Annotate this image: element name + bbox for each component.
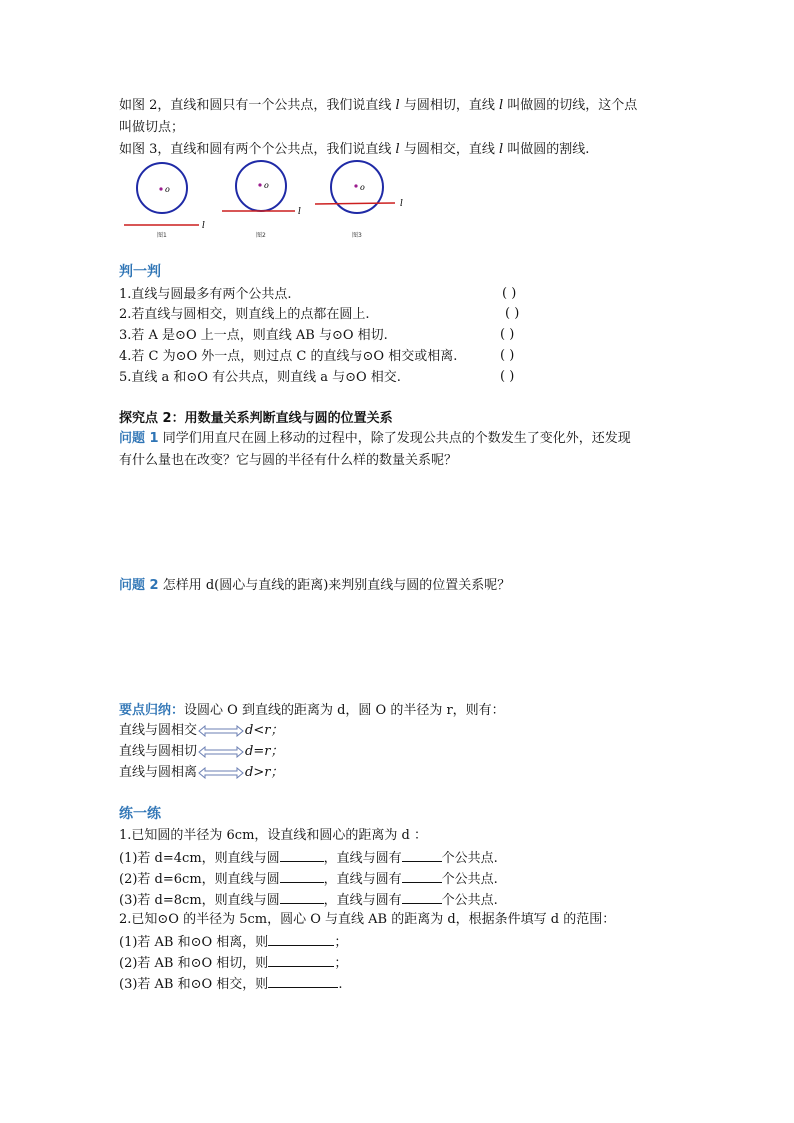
practice-heading: 练一练 xyxy=(119,806,161,822)
answer-paren[interactable]: ( ) xyxy=(502,286,517,301)
intro-var: l xyxy=(498,142,504,157)
intro-text: 叫做切点； xyxy=(119,120,185,135)
practice-item-text: ，直线与圆有 xyxy=(323,872,402,887)
practice-item-text: (2)若 d=6cm，则直线与圆 xyxy=(119,872,280,887)
intro-text: 与圆相交，直线 xyxy=(399,142,499,157)
practice-item-text: ； xyxy=(334,956,348,971)
figure-3 xyxy=(315,161,403,239)
answer-paren[interactable]: ( ) xyxy=(505,306,520,321)
practice-item-text: (1)若 AB 和⊙O 相离，则 xyxy=(119,935,269,950)
practice-item-text: 个公共点. xyxy=(441,893,498,908)
figure-3-line xyxy=(315,203,395,204)
figure-2-caption: 图2 xyxy=(256,232,266,239)
practice-item-text: ，直线与圆有 xyxy=(323,893,402,908)
double-arrow-icon xyxy=(197,725,245,737)
practice-item-text: ，直线与圆有 xyxy=(323,851,402,866)
summary-row-left: 直线与圆相交 xyxy=(119,723,198,738)
practice-item xyxy=(119,974,342,994)
answer-blank[interactable] xyxy=(268,974,338,988)
practice-item xyxy=(119,890,498,910)
intro-var: l xyxy=(395,98,400,113)
judge-item: 1.直线与圆最多有两个公共点. xyxy=(119,287,292,302)
practice-item-text: (3)若 d=8cm，则直线与圆 xyxy=(119,893,280,908)
answer-blank[interactable] xyxy=(268,953,334,967)
question-1-line-2: 有什么量也在改变？它与圆的半径有什么样的数量关系呢？ xyxy=(119,453,458,468)
summary-row-right: d<r； xyxy=(245,723,284,738)
figure-1-center-label: o xyxy=(165,185,170,194)
summary-row-left: 直线与圆相切 xyxy=(119,744,198,759)
practice-item-text: . xyxy=(338,977,343,992)
answer-blank[interactable] xyxy=(280,848,324,862)
explore-heading: 探究点 2：用数量关系判断直线与圆的位置关系 xyxy=(119,411,393,426)
practice-item xyxy=(119,869,498,889)
judge-item: 2.若直线与圆相交，则直线上的点都在圆上. xyxy=(119,307,370,322)
practice-item-text: (2)若 AB 和⊙O 相切，则 xyxy=(119,956,269,971)
answer-paren[interactable]: ( ) xyxy=(500,369,515,384)
answer-blank[interactable] xyxy=(402,869,442,883)
judge-item: 5.直线 a 和⊙O 有公共点，则直线 a 与⊙O 相交. xyxy=(119,370,401,385)
figure-2-center xyxy=(258,183,261,186)
summary-label: 要点归纳： xyxy=(119,703,185,718)
figure-2 xyxy=(222,161,301,239)
summary-intro xyxy=(119,702,505,720)
figure-1 xyxy=(124,163,205,239)
intro-line-2 xyxy=(119,119,184,137)
answer-paren[interactable]: ( ) xyxy=(500,348,515,363)
answer-blank[interactable] xyxy=(268,932,334,946)
answer-blank[interactable] xyxy=(280,890,324,904)
question-1-text: 同学们用直尺在圆上移动的过程中，除了发现公共点的个数发生了变化外，还发现 xyxy=(158,431,631,446)
figure-3-line-label: l xyxy=(400,199,403,209)
judge-heading: 判一判 xyxy=(119,264,161,280)
question-2-text: 怎样用 d(圆心与直线的距离)来判别直线与圆的位置关系呢？ xyxy=(158,578,511,593)
answer-blank[interactable] xyxy=(280,869,324,883)
intro-line-1 xyxy=(119,97,637,115)
practice-item xyxy=(119,848,498,868)
summary-row-right: d>r； xyxy=(245,765,284,780)
double-arrow-icon xyxy=(197,767,245,779)
intro-text: 与圆相切，直线 xyxy=(399,98,499,113)
practice-item-text: 个公共点. xyxy=(441,872,498,887)
practice-item xyxy=(119,932,347,952)
intro-var: l xyxy=(498,98,504,113)
summary-row xyxy=(119,764,283,782)
figure-2-center-label: o xyxy=(264,181,269,190)
intro-var: l xyxy=(395,142,400,157)
answer-blank[interactable] xyxy=(402,848,442,862)
answer-blank[interactable] xyxy=(402,890,442,904)
summary-row xyxy=(119,722,283,740)
double-arrow-icon xyxy=(197,746,245,758)
figure-1-caption: 图1 xyxy=(157,232,167,239)
practice-item-text: ； xyxy=(334,935,348,950)
practice-item-text: (3)若 AB 和⊙O 相交，则 xyxy=(119,977,269,992)
summary-text: 设圆心 O 到直线的距离为 d，圆 O 的半径为 r，则有： xyxy=(184,703,505,718)
judge-item: 4.若 C 为⊙O 外一点，则过点 C 的直线与⊙O 相交或相离. xyxy=(119,349,458,364)
question-1-line-1 xyxy=(119,430,631,448)
summary-row-right: d=r； xyxy=(245,744,284,759)
practice-question-1: 1.已知圆的半径为 6cm，设直线和圆心的距离为 d ： xyxy=(119,828,428,843)
practice-item xyxy=(119,953,347,973)
summary-row xyxy=(119,743,283,761)
judge-item: 3.若 A 是⊙O 上一点，则直线 AB 与⊙O 相切. xyxy=(119,328,388,343)
figure-1-line-label: l xyxy=(202,221,205,231)
figure-3-center xyxy=(354,184,357,187)
practice-item-text: (1)若 d=4cm，则直线与圆 xyxy=(119,851,280,866)
figure-2-line-label: l xyxy=(298,207,301,217)
practice-item-text: 个公共点. xyxy=(441,851,498,866)
practice-question-2: 2.已知⊙O 的半径为 5cm，圆心 O 与直线 AB 的距离为 d，根据条件填写 d 的范围： xyxy=(119,912,616,927)
summary-row-left: 直线与圆相离 xyxy=(119,765,198,780)
answer-paren[interactable]: ( ) xyxy=(500,327,515,342)
figure-1-center xyxy=(159,187,162,190)
question-1-label: 问题 1 xyxy=(119,431,159,446)
intro-text: 叫做圆的割线. xyxy=(503,142,590,157)
intro-line-3 xyxy=(119,141,589,159)
figure-3-caption: 图3 xyxy=(352,232,362,239)
figure-3-center-label: o xyxy=(360,183,365,192)
intro-text: 如图 2，直线和圆只有一个公共点，我们说直线 xyxy=(119,98,396,113)
question-2-label: 问题 2 xyxy=(119,578,159,593)
intro-text: 叫做圆的切线，这个点 xyxy=(503,98,638,113)
question-2-line xyxy=(119,577,510,595)
circle-line-figures xyxy=(119,158,419,243)
intro-text: 如图 3，直线和圆有两个个公共点，我们说直线 xyxy=(119,142,396,157)
